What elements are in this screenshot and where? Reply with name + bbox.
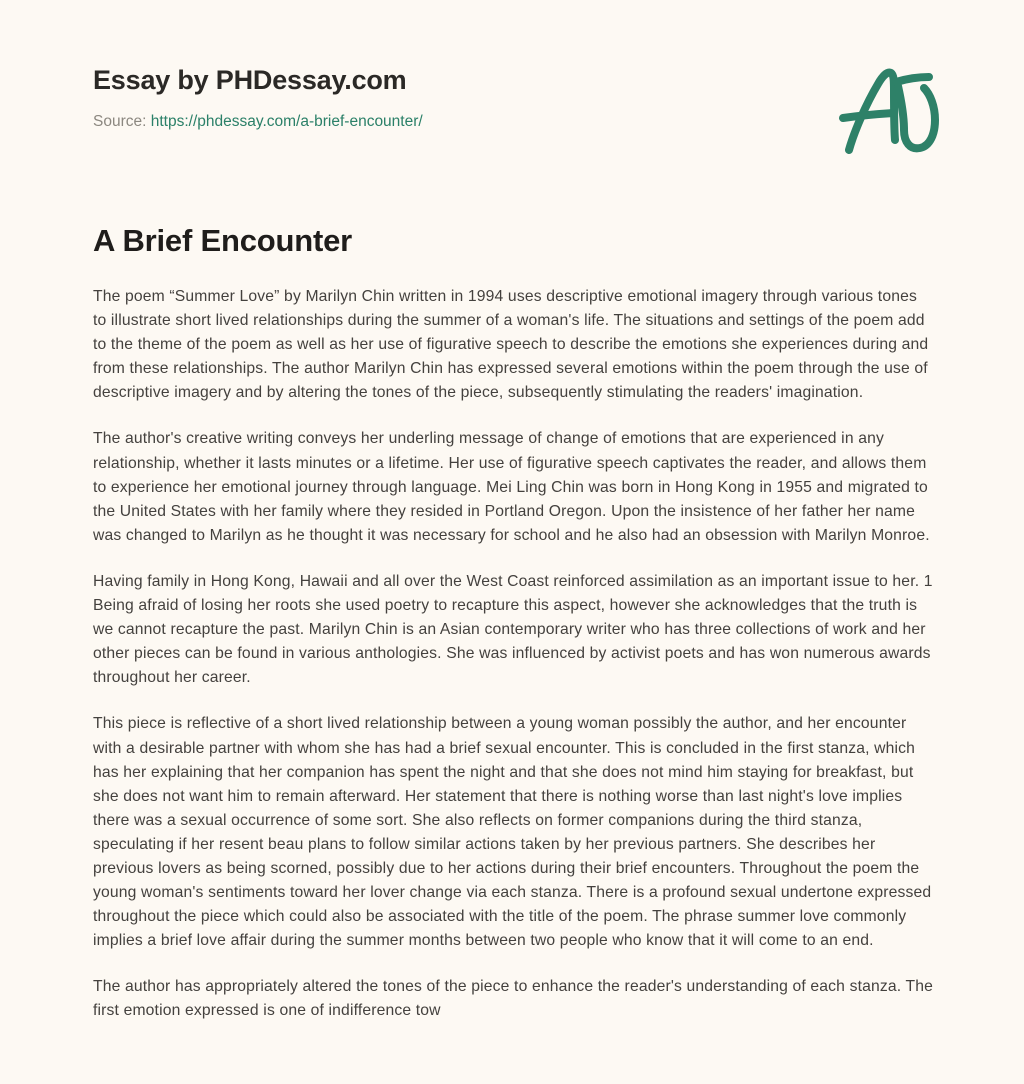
article-body bbox=[93, 285, 933, 1024]
paragraph: The poem “Summer Love” by Marilyn Chin written in 1994 uses descriptive emotional imagery through various tones to illustrate short lived relationships during the summer of a woman's life. The situations and settings of the poem add to the theme of the poem as well as her use of figurative speech to describe the emotions she experiences during and from these relationships. The author Marilyn Chin has expressed several emotions within the poem through the use of descriptive imagery and by altering the tones of the piece, subsequently stimulating the readers' imagination. bbox=[93, 288, 929, 402]
source-url-link[interactable]: https://phdessay.com/a-brief-encounter/ bbox=[150, 113, 423, 131]
essay-by-heading: Essay by PHDessay.com bbox=[93, 65, 407, 95]
source-label: Source: bbox=[93, 113, 147, 131]
paragraph: The author has appropriately altered the tones of the piece to enhance the reader's understanding of each stanza. The first emotion expressed is one of indifference tow bbox=[93, 978, 933, 1020]
a-plus-logo-icon bbox=[832, 58, 952, 168]
source-line bbox=[93, 112, 423, 132]
phdessay-logo[interactable] bbox=[832, 58, 952, 168]
paragraph: The author's creative writing conveys her underling message of change of emotions that are experienced in any relationship, whether it lasts minutes or a lifetime. Her use of figurative speech captivates the reader, and allows them to experience her emotional journey through language. Mei Ling Chin was born in Hong Kong in 1955 and migrated to the United States with her family where they resided in Portland Oregon. Upon the insistence of her father her name was changed to Marilyn as he thought it was necessary for school and he also had an obsession with Marilyn Monroe. bbox=[93, 430, 930, 544]
paragraph: This piece is reflective of a short lived relationship between a young woman possibly the author, and her encounter with a desirable partner with whom she has had a brief sexual encounter. This is concluded in the first stanza, which has her explaining that her companion has spent the night and that she does not mind him staying for breakfast, but she does not want him to remain afterward. Her statement that there is nothing worse than last night's love implies there was a sexual occurrence of some sort. She also reflects on former companions during the third stanza, speculating if her resent beau plans to follow similar actions taken by her previous partners. She describes her previous lovers as being scorned, possibly due to her actions during their brief encounters. Throughout the poem the young woman's sentiments toward her lover change via each stanza. There is a profound sexual undertone expressed throughout the piece which could also be associated with the title of the poem. The phrase summer love commonly implies a brief love affair during the summer months between two people who know that it will come to an end. bbox=[93, 715, 932, 950]
header-left-block bbox=[93, 64, 423, 133]
page-title: A Brief Encounter bbox=[93, 223, 352, 258]
paragraph: Having family in Hong Kong, Hawaii and all over the West Coast reinforced assimilation as an important issue to her. 1 Being afraid of losing her roots she used poetry to recapture this aspect, however she acknowledges that the truth is we cannot recapture the past. Marilyn Chin is an Asian contemporary writer who has three collections of work and her other pieces can be found in various anthologies. She was influenced by activist poets and has won numerous awards throughout her career. bbox=[93, 572, 933, 687]
page-header bbox=[0, 0, 1024, 200]
